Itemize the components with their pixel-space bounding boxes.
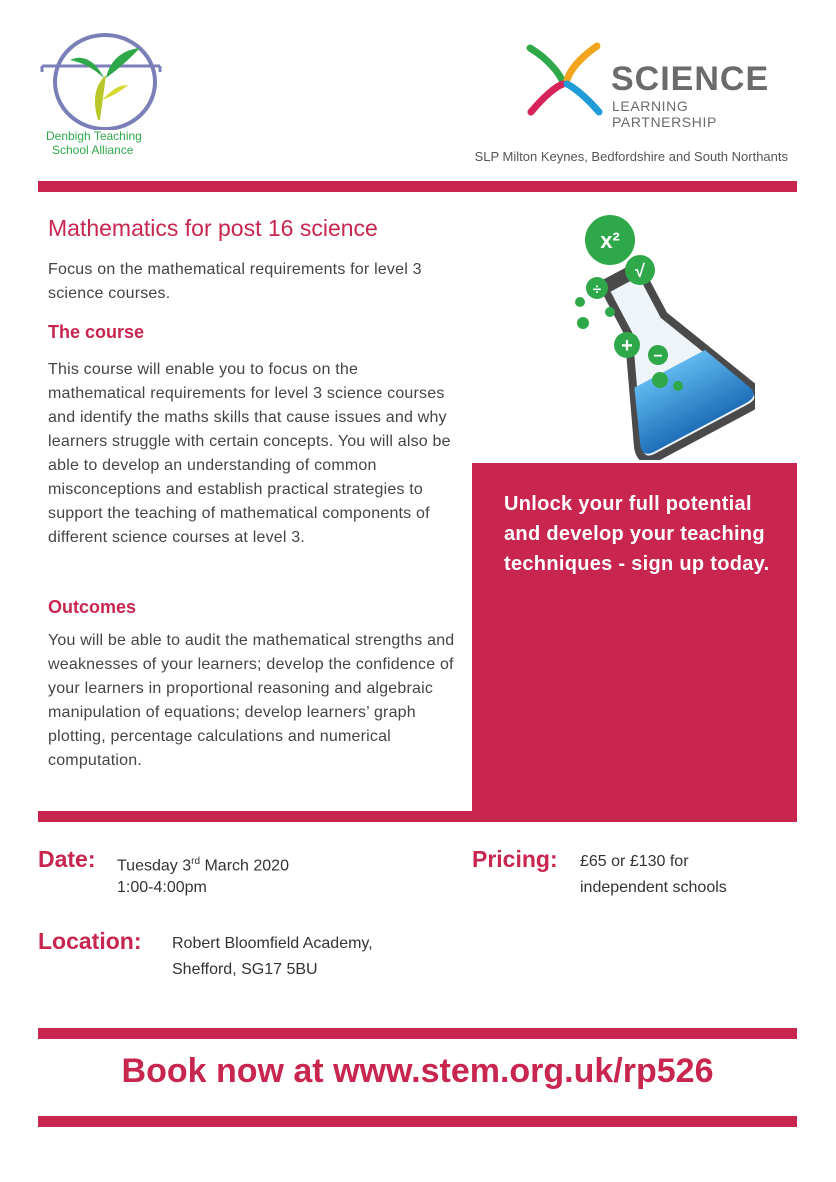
date-month-year: March 2020 (200, 857, 289, 875)
date-day: Tuesday 3 (117, 857, 192, 875)
root-symbol: √ (635, 261, 645, 281)
lower-divider (38, 1028, 797, 1039)
bottom-divider (38, 1116, 797, 1127)
course-body: This course will enable you to focus on the mathematical requirements for level 3 science courses and identify the maths skills that cause issues and why learners struggle with certain concepts. You will also be able to develop an understanding of common misconceptions and establish practical strategies to support the teaching of mathematical components of different science courses at level 3. (48, 361, 451, 546)
square-symbol: x² (600, 228, 620, 253)
dtsa-logo-line1: Denbigh Teaching (46, 129, 142, 143)
course-intro: Focus on the mathematical requirements for level 3 science courses. (48, 261, 422, 302)
middle-divider (38, 811, 797, 822)
flask-illustration-icon (555, 210, 755, 460)
minus-symbol: − (653, 348, 663, 365)
booking-link[interactable]: Book now at www.stem.org.uk/rp526 (121, 1052, 714, 1090)
pricing-line2: independent schools (580, 879, 727, 896)
pricing-label: Pricing: (472, 846, 558, 872)
callout-panel (472, 463, 797, 811)
location-line2: Shefford, SG17 5BU (172, 961, 318, 978)
plus-symbol: + (621, 335, 633, 357)
slp-logo (525, 40, 795, 130)
location-label: Location: (38, 928, 142, 954)
region-text: SLP Milton Keynes, Bedfordshire and South Northants (474, 149, 788, 164)
slp-logo-title: SCIENCE (611, 60, 770, 98)
top-divider (38, 181, 797, 192)
slp-logo-subtitle: LEARNING PARTNERSHIP (612, 98, 717, 130)
location-line1: Robert Bloomfield Academy, (172, 935, 373, 952)
dtsa-emblem-icon (40, 30, 170, 130)
pricing-line1: £65 or £130 for (580, 853, 689, 870)
course-title: Mathematics for post 16 science (48, 215, 378, 241)
course-heading: The course (48, 322, 145, 342)
callout-text: Unlock your full potential and develop your teaching techniques - sign up today. (504, 493, 770, 575)
dtsa-logo-line2: School Alliance (52, 143, 134, 157)
time-value: 1:00-4:00pm (117, 879, 207, 896)
outcomes-body: You will be able to audit the mathematical strengths and weaknesses of your learners; develop the confidence of your learners in proportional reasoning and algebraic manipulation of equations; develop learners’ graph plotting, percentage calculations and numerical computation. (48, 632, 455, 769)
dtsa-logo (40, 30, 170, 160)
slp-x-mark-icon (525, 40, 605, 120)
date-label: Date: (38, 846, 96, 872)
divide-symbol: ÷ (592, 281, 602, 298)
outcomes-heading: Outcomes (48, 597, 137, 617)
date-ordinal: rd (191, 856, 201, 867)
